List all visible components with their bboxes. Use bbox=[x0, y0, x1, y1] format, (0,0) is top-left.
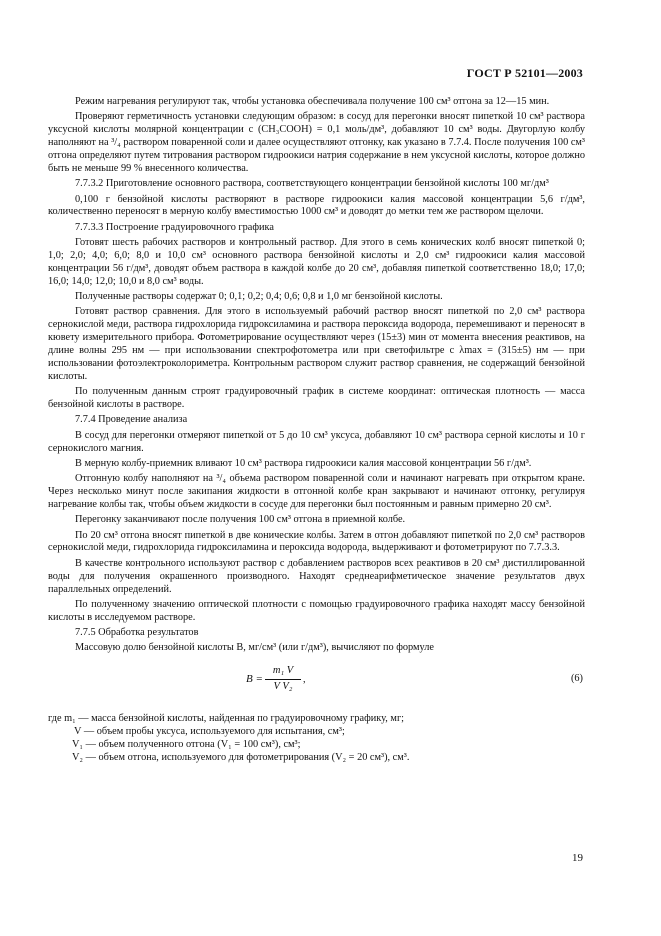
where-v1: V₁ — объем полученного отгона (V₁ = 100 см³), см³; bbox=[72, 739, 301, 751]
paragraph-photometry: По 20 см³ отгона вносят пипеткой в две конические колбы. Затем в отгон добавляют пипеткой по 2,0 см³ растворов сернокислой меди, гидрохлорида гидроксиламина и пероксида водорода, выдерживают и фотометрируют по 7.7.3.3. bbox=[48, 529, 585, 554]
paragraph-heating-mode: Режим нагревания регулируют так, чтобы установка обеспечивала получение 100 см³ отгона за 12—15 мин. bbox=[75, 96, 550, 107]
section-7-7-4-heading: 7.7.4 Проведение анализа bbox=[75, 414, 188, 426]
formula-number: (6) bbox=[570, 673, 583, 685]
paragraph-distillation-process: Отгонную колбу наполняют на ³/₄ объема раствором поваренной соли и начинают нагревать при открытом кране. Через несколько минут после закипания жидкости в отгонной колбе кран закрывают и начинают отгонку, регулируя нагревание колбы так, чтобы объем жидкости в сосуде для перегонки был постоянным и равным примерно 20 см³. bbox=[48, 473, 585, 510]
paragraph-reference-solution: Готовят раствор сравнения. Для этого в используемый рабочий раствор вносят пипеткой по 2,0 см³ раствора сернокислой меди, раствора гидрохлорида гидроксиламина и раствора пероксида водорода, перемешивают и переносят в кювету измерительного прибора. Фотометрирование осуществляют через (15±3) мин от момента внесения реактивов, на длине волны 295 нм — при использовании спектрофотометра или при светофильтре с λmax = (315±5) нм — при использовании фотоэлектроколориметра. Контрольным раствором служит раствор сравнения, не содержащий бензойной кислоты. bbox=[48, 306, 585, 382]
paragraph-calibration-graph: По полученным данным строят градуировочный график в системе координат: оптическая плотность — масса бензойной кислоты в растворе. bbox=[48, 386, 585, 411]
document-body bbox=[48, 96, 585, 765]
paragraph-working-solutions: Готовят шесть рабочих растворов и контрольный раствор. Для этого в семь конических колб вносят пипеткой 0; 1,0; 2,0; 4,0; 6,0; 8,0 и 10,0 см³ основного раствора бензойной кислоты и 2,0 см³ гидроокиси калия массовой концентрации 56 г/дм³, доводят объем раствора в каждой колбе до 20 см³, добавляя пипеткой соответственно 18,0; 17,0; 16,0; 14,0; 12,0; 10,0 и 8,0 см³ воды. bbox=[48, 237, 585, 287]
where-v: V — объем пробы уксуса, используемого для испытания, см³; bbox=[74, 726, 345, 738]
section-7-7-5-heading: 7.7.5 Обработка результатов bbox=[75, 627, 199, 639]
section-7-7-3-3-heading: 7.7.3.3 Построение градуировочного графика bbox=[75, 221, 274, 233]
formula-denominator: V V₂ bbox=[273, 681, 293, 693]
paragraph-control-solution: В качестве контрольного используют раствор с добавлением растворов всех реактивов в 20 см³ дистиллированной воды для получения окрашенного производного. Находят среднеарифметическое значение результатов двух параллельных определений. bbox=[48, 557, 585, 595]
where-m1: где m₁ — масса бензойной кислоты, найденная по градуировочному графику, мг; bbox=[48, 713, 405, 725]
paragraph-receiver-flask: В мерную колбу-приемник вливают 10 см³ раствора гидроокиси калия массовой концентрации 56 г/дм³. bbox=[75, 457, 532, 469]
formula-comma: , bbox=[303, 674, 306, 686]
standard-header: ГОСТ Р 52101—2003 bbox=[466, 66, 583, 80]
formula-numerator: m₁ V bbox=[265, 665, 301, 680]
formula-6 bbox=[48, 665, 585, 705]
page-number: 19 bbox=[572, 852, 583, 864]
section-7-7-3-2-heading: 7.7.3.2 Приготовление основного раствора, соответствующего концентрации бензойной кислоты 100 мг/дм³ bbox=[75, 178, 549, 190]
paragraph-distillation-vessel: В сосуд для перегонки отмеряют пипеткой от 5 до 10 см³ уксуса, добавляют 10 см³ раствора серной кислоты и 10 г сернокислого магния. bbox=[48, 429, 585, 454]
paragraph-solution-contents: Полученные растворы содержат 0; 0,1; 0,2; 0,4; 0,6; 0,8 и 1,0 мг бензойной кислоты. bbox=[75, 291, 443, 303]
where-v2: V₂ — объем отгона, используемого для фотометрирования (V₂ = 20 см³), см³. bbox=[72, 752, 410, 763]
formula-fraction bbox=[265, 665, 301, 694]
formula-lhs: B = bbox=[246, 673, 263, 686]
paragraph-distillation-end: Перегонку заканчивают после получения 100 см³ отгона в приемной колбе. bbox=[75, 514, 406, 526]
paragraph-stock-solution: 0,100 г бензойной кислоты растворяют в растворе гидроокиси калия массовой концентрации 5,6 г/дм³, количественно переносят в мерную колбу вместимостью 1000 см³ и доводят до метки тем же раствором щелочи. bbox=[48, 193, 585, 218]
paragraph-mass-determination: По полученному значению оптической плотности с помощью градуировочного графика находят массу бензойной кислоты в исследуемом растворе. bbox=[48, 598, 585, 623]
paragraph-tightness-check: Проверяют герметичность установки следующим образом: в сосуд для перегонки вносят пипеткой 10 см³ раствора уксусной кислоты молярной концентрации c (CH₃COOH) = 0,1 моль/дм³, добавляют 10 см³ воды. Двугорлую колбу наполняют на ³/₄ раствором поваренной соли и далее осуществляют отгонку, как указано в 7.7.4. После получения 100 см³ отгона определяют путем титрования раствором гидроокиси натрия содержание в нем уксусной кислоты, которое должно быть не меньше 99 % внесенного количества. bbox=[48, 111, 585, 174]
paragraph-formula-intro: Массовую долю бензойной кислоты B, мг/см³ (или г/дм³), вычисляют по формуле bbox=[75, 642, 434, 654]
